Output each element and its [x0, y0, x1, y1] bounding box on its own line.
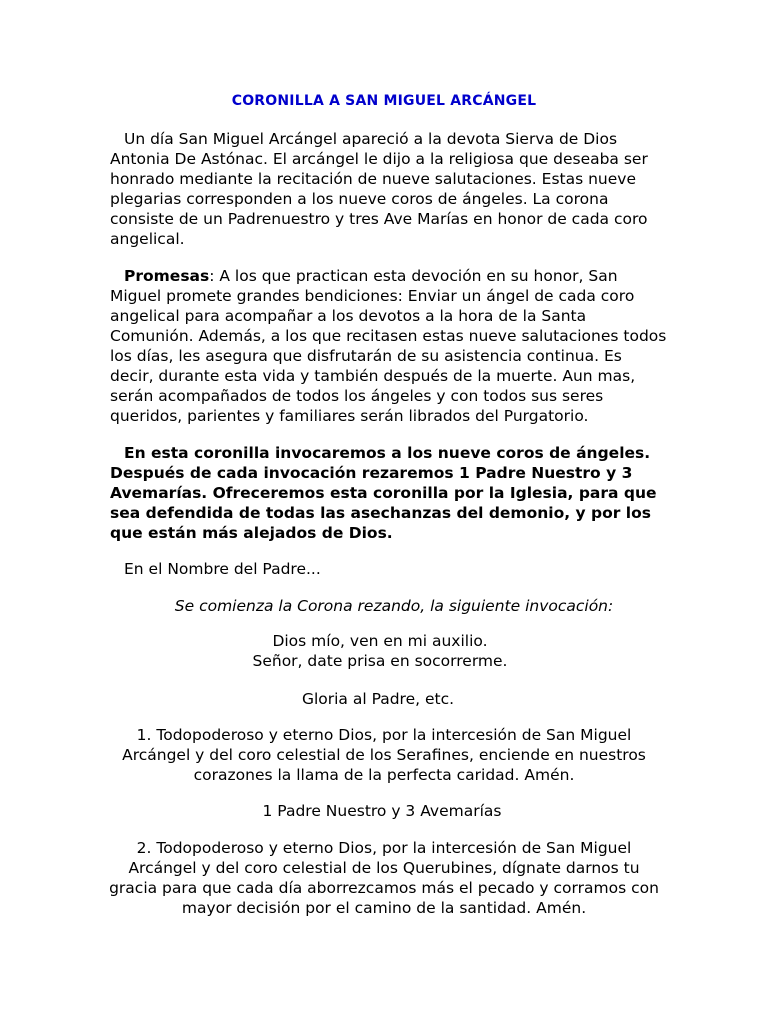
- intro-text: Un día San Miguel Arcángel apareció a la devota Sierva de Dios Antonia De Astónac. El arcángel le dijo a la religiosa que deseaba ser honrado mediante la recitación de nueve salutaciones. Estas nueve plegarias corresponden a los nueve coros de ángeles. La corona consiste de un Padrenuestro y tres Ave Marías en honor de cada coro angelical.: [110, 130, 648, 248]
- promesas-text: : A los que practican esta devoción en su honor, San Miguel promete grandes bendiciones: Enviar un ángel de cada coro angelical para acompañar a los devotos a la hora de la Santa Comunión. Además, a los que recitasen estas nueve salutaciones todos los días, les asegura que disfrutarán de su asistencia continua. Es decir, durante esta vida y también después de la muerte. Aun mas, serán acompañados de todos los ángeles y con todos sus seres queridos, parientes y familiares serán librados del Purgatorio.: [110, 267, 667, 425]
- bold-paragraph-text: En esta coronilla invocaremos a los nueve coros de ángeles. Después de cada invocación rezaremos 1 Padre Nuestro y 3 Avemarías. Ofreceremos esta coronilla por la Iglesia, para que sea defendida de todas las asechanzas del demonio, y por los que están más alejados de Dios.: [110, 444, 657, 542]
- intro-paragraph: [110, 129, 670, 249]
- document-title: CORONILLA A SAN MIGUEL ARCÁNGEL: [231, 93, 537, 109]
- prayer-1: 1. Todopoderoso y eterno Dios, por la intercesión de San Miguel Arcángel y del coro celestial de los Serafines, enciende en nuestros corazones la llama de la perfecta caridad. Amén.: [122, 726, 646, 784]
- invocation-line-1: Dios mío, ven en mi auxilio.: [272, 632, 488, 650]
- response-1: 1 Padre Nuestro y 3 Avemarías: [262, 802, 502, 820]
- gloria-line: Gloria al Padre, etc.: [301, 690, 455, 708]
- in-nomine-line: En el Nombre del Padre...: [124, 560, 321, 578]
- invocation-line-2: Señor, date prisa en socorrerme.: [252, 652, 508, 670]
- promesas-paragraph: [110, 266, 670, 426]
- bold-paragraph: [110, 443, 670, 543]
- instruction-line: Se comienza la Corona rezando, la siguiente invocación:: [174, 597, 614, 615]
- prayer-2: 2. Todopoderoso y eterno Dios, por la intercesión de San Miguel Arcángel y del coro celestial de los Querubines, dígnate darnos tu gracia para que cada día aborrezcamos más el pecado y corramos con mayor decisión por el camino de la santidad. Amén.: [109, 839, 659, 917]
- promesas-label: Promesas: [124, 267, 210, 285]
